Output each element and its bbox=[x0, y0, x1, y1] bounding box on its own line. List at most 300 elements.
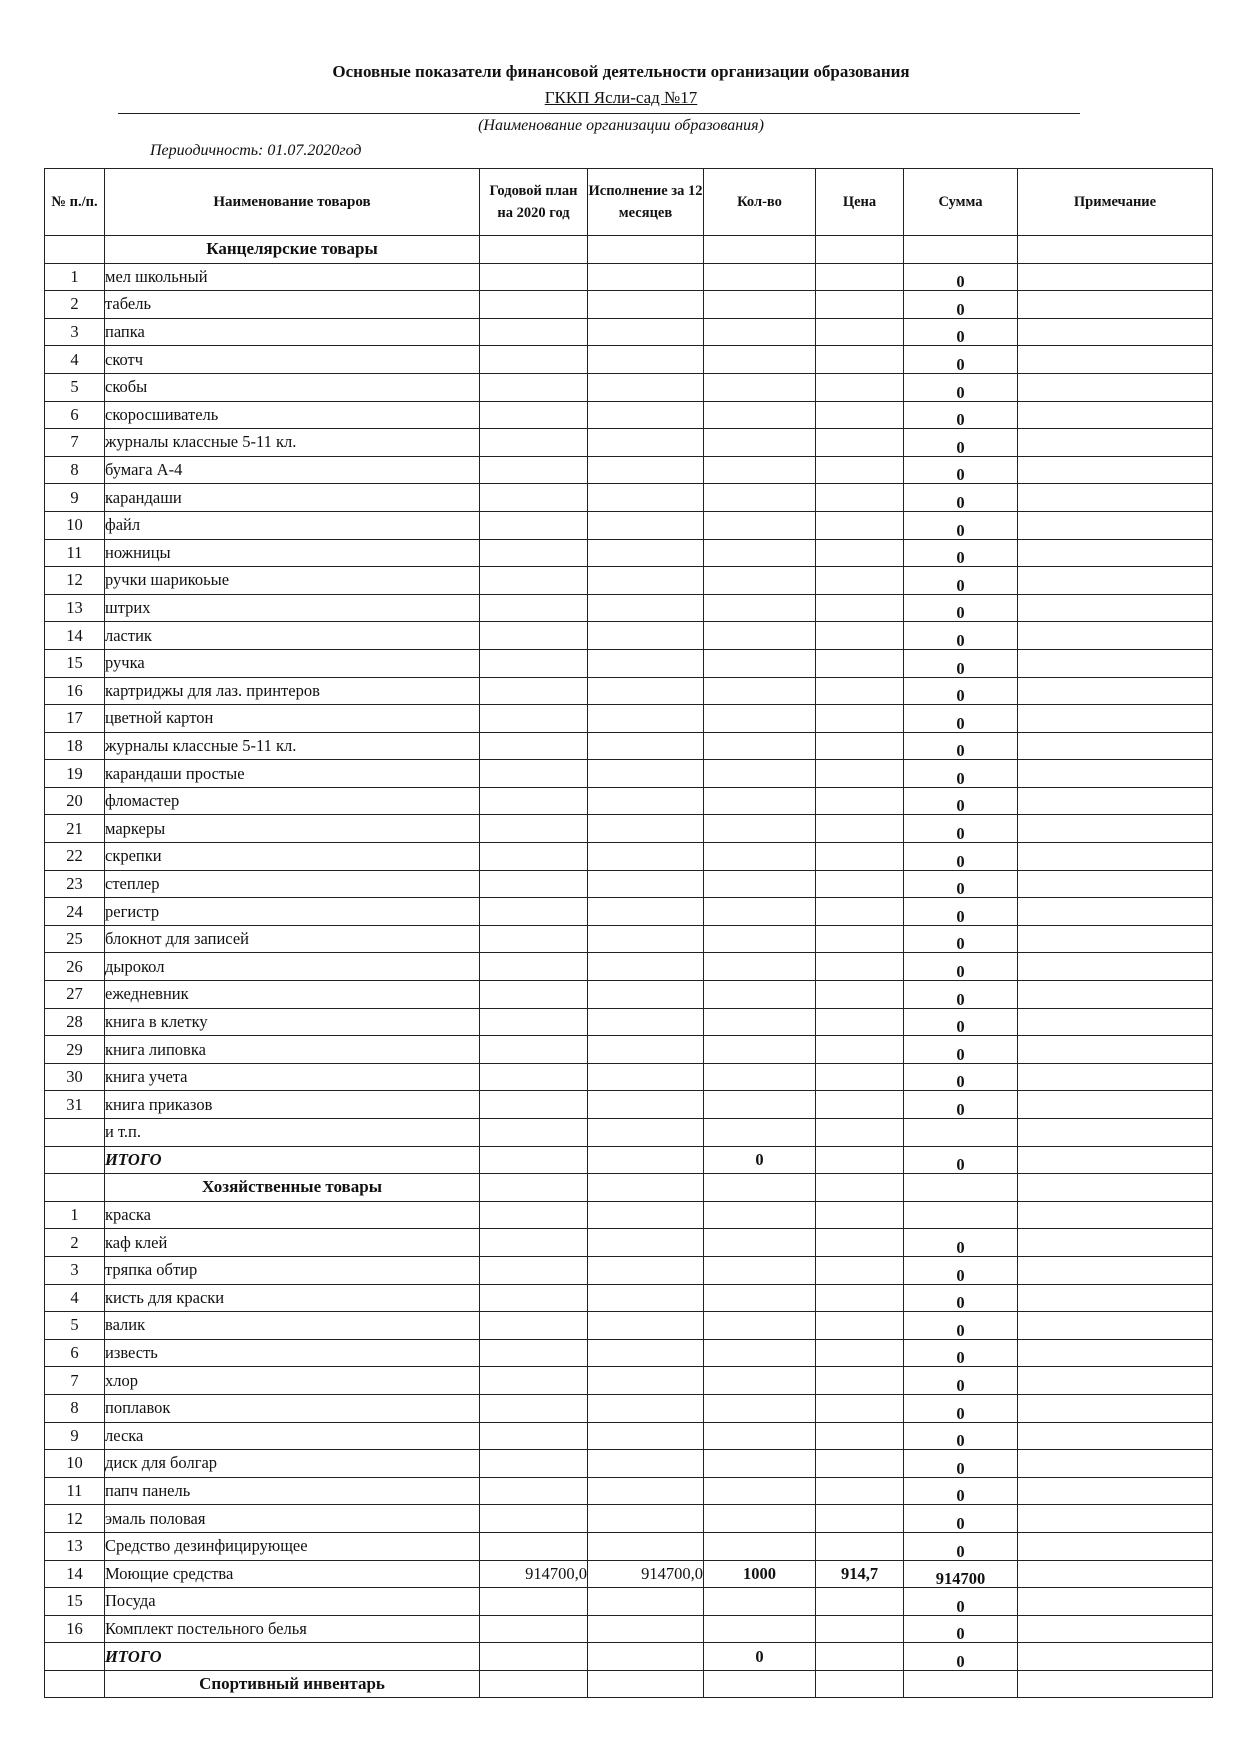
sum-text: 0 bbox=[956, 989, 965, 1009]
sum-value bbox=[904, 1008, 1018, 1036]
row-number: 30 bbox=[45, 1063, 105, 1091]
price-value bbox=[816, 1063, 904, 1091]
sum-text: 0 bbox=[956, 879, 965, 898]
note-cell bbox=[1018, 1643, 1213, 1671]
table-row bbox=[45, 1615, 1213, 1643]
sum-text: 0 bbox=[956, 630, 965, 650]
note-cell bbox=[1018, 1036, 1213, 1064]
sum-value bbox=[904, 732, 1018, 760]
item-name: ручки шарикоьые bbox=[105, 567, 480, 595]
empty-cell bbox=[480, 1643, 588, 1671]
table-row bbox=[45, 1505, 1213, 1533]
item-name: скобы bbox=[105, 373, 480, 401]
plan-value bbox=[480, 567, 588, 595]
note-cell bbox=[1018, 1367, 1213, 1395]
note-cell bbox=[1018, 1119, 1213, 1147]
organization-name: ГККП Ясли-сад №17 bbox=[544, 88, 698, 107]
table-row bbox=[45, 1532, 1213, 1560]
execution-value bbox=[588, 981, 704, 1009]
empty-cell bbox=[704, 1670, 816, 1698]
sum-text: 0 bbox=[956, 492, 965, 512]
price-value bbox=[816, 318, 904, 346]
total-label: ИТОГО bbox=[105, 1146, 480, 1174]
table-row bbox=[45, 1560, 1213, 1588]
execution-value bbox=[588, 456, 704, 484]
qty-value bbox=[704, 511, 816, 539]
execution-value bbox=[588, 291, 704, 319]
sum-value bbox=[904, 1505, 1018, 1533]
qty-value bbox=[704, 1091, 816, 1119]
table-row bbox=[45, 898, 1213, 926]
price-value bbox=[816, 263, 904, 291]
row-number: 11 bbox=[45, 1477, 105, 1505]
execution-value bbox=[588, 1588, 704, 1616]
price-value bbox=[816, 815, 904, 843]
sum-value bbox=[904, 898, 1018, 926]
price-value bbox=[816, 511, 904, 539]
qty-value bbox=[704, 732, 816, 760]
plan-value bbox=[480, 677, 588, 705]
sum-value bbox=[904, 1532, 1018, 1560]
note-cell bbox=[1018, 318, 1213, 346]
plan-value bbox=[480, 318, 588, 346]
qty-value bbox=[704, 401, 816, 429]
sum-value bbox=[904, 953, 1018, 981]
price-value bbox=[816, 539, 904, 567]
sum-value bbox=[904, 622, 1018, 650]
sum-value bbox=[904, 484, 1018, 512]
execution-value bbox=[588, 649, 704, 677]
price-value bbox=[816, 677, 904, 705]
plan-value bbox=[480, 263, 588, 291]
price-value bbox=[816, 1008, 904, 1036]
execution-value bbox=[588, 429, 704, 457]
table-row bbox=[45, 870, 1213, 898]
total-sum bbox=[904, 1643, 1018, 1671]
execution-value bbox=[588, 1505, 704, 1533]
row-number: 18 bbox=[45, 732, 105, 760]
execution-value bbox=[588, 594, 704, 622]
price-value bbox=[816, 1201, 904, 1229]
price-value bbox=[816, 1036, 904, 1064]
sum-text: 0 bbox=[956, 1486, 965, 1505]
execution-value bbox=[588, 511, 704, 539]
empty-cell bbox=[704, 236, 816, 264]
plan-value bbox=[480, 981, 588, 1009]
note-cell bbox=[1018, 677, 1213, 705]
row-number: 7 bbox=[45, 1367, 105, 1395]
plan-value bbox=[480, 1505, 588, 1533]
qty-value bbox=[704, 1312, 816, 1340]
total-sum-text: 0 bbox=[956, 1651, 965, 1671]
plan-value bbox=[480, 705, 588, 733]
sum-text: 0 bbox=[956, 354, 965, 374]
sum-text: 0 bbox=[956, 851, 965, 871]
sum-text: 0 bbox=[956, 658, 965, 677]
sum-text: 0 bbox=[956, 1458, 965, 1478]
column-header-name: Наименование товаров bbox=[105, 169, 480, 236]
row-number: 28 bbox=[45, 1008, 105, 1036]
execution-value bbox=[588, 1339, 704, 1367]
table-row bbox=[45, 567, 1213, 595]
sum-value bbox=[904, 1036, 1018, 1064]
qty-value bbox=[704, 1367, 816, 1395]
plan-value bbox=[480, 898, 588, 926]
section-empty-cell bbox=[45, 1174, 105, 1202]
total-empty-cell bbox=[45, 1146, 105, 1174]
price-value bbox=[816, 1615, 904, 1643]
period-label: Периодичность: 01.07.2020год bbox=[150, 142, 362, 159]
plan-value bbox=[480, 291, 588, 319]
note-cell bbox=[1018, 263, 1213, 291]
price-value bbox=[816, 456, 904, 484]
row-number: 7 bbox=[45, 429, 105, 457]
execution-value bbox=[588, 787, 704, 815]
sum-text: 0 bbox=[956, 1017, 965, 1036]
total-row bbox=[45, 1146, 1213, 1174]
price-value bbox=[816, 622, 904, 650]
price-value bbox=[816, 760, 904, 788]
row-number: 4 bbox=[45, 1284, 105, 1312]
qty-value bbox=[704, 1532, 816, 1560]
price-value bbox=[816, 1450, 904, 1478]
table-row bbox=[45, 843, 1213, 871]
plan-value bbox=[480, 1422, 588, 1450]
note-cell bbox=[1018, 1394, 1213, 1422]
execution-value bbox=[588, 622, 704, 650]
qty-value bbox=[704, 1229, 816, 1257]
empty-cell bbox=[480, 1174, 588, 1202]
price-value bbox=[816, 1091, 904, 1119]
execution-value bbox=[588, 1367, 704, 1395]
execution-value bbox=[588, 1477, 704, 1505]
execution-value bbox=[588, 567, 704, 595]
note-cell bbox=[1018, 843, 1213, 871]
row-number: 15 bbox=[45, 649, 105, 677]
qty-value bbox=[704, 677, 816, 705]
plan-value bbox=[480, 1367, 588, 1395]
table-row bbox=[45, 401, 1213, 429]
note-cell bbox=[1018, 815, 1213, 843]
sum-value bbox=[904, 263, 1018, 291]
sum-text: 0 bbox=[956, 382, 965, 402]
sum-text: 0 bbox=[956, 1513, 965, 1533]
empty-cell bbox=[588, 1670, 704, 1698]
note-cell bbox=[1018, 787, 1213, 815]
sum-text: 0 bbox=[956, 548, 965, 567]
sum-value bbox=[904, 1339, 1018, 1367]
qty-value bbox=[704, 373, 816, 401]
note-cell bbox=[1018, 1284, 1213, 1312]
price-value bbox=[816, 1422, 904, 1450]
table-row bbox=[45, 318, 1213, 346]
row-number: 1 bbox=[45, 1201, 105, 1229]
price-value bbox=[816, 870, 904, 898]
execution-value bbox=[588, 925, 704, 953]
empty-cell bbox=[1018, 236, 1213, 264]
table-row bbox=[45, 1394, 1213, 1422]
sum-value bbox=[904, 1119, 1018, 1147]
item-name: папка bbox=[105, 318, 480, 346]
price-value bbox=[816, 291, 904, 319]
plan-value bbox=[480, 649, 588, 677]
sum-value bbox=[904, 843, 1018, 871]
note-cell bbox=[1018, 1063, 1213, 1091]
item-name: Комплект постельного белья bbox=[105, 1615, 480, 1643]
item-name: скоросшиватель bbox=[105, 401, 480, 429]
item-name: валик bbox=[105, 1312, 480, 1340]
price-value bbox=[816, 484, 904, 512]
price-value bbox=[816, 373, 904, 401]
organization-underline bbox=[118, 113, 1080, 114]
note-cell bbox=[1018, 1312, 1213, 1340]
qty-value bbox=[704, 567, 816, 595]
item-name: ластик bbox=[105, 622, 480, 650]
plan-value bbox=[480, 870, 588, 898]
empty-cell bbox=[816, 1643, 904, 1671]
organization-caption: (Наименование организации образования) bbox=[478, 117, 764, 134]
note-cell bbox=[1018, 1229, 1213, 1257]
note-cell bbox=[1018, 1422, 1213, 1450]
item-name: картриджы для лаз. принтеров bbox=[105, 677, 480, 705]
item-name: ручка bbox=[105, 649, 480, 677]
price-value bbox=[816, 1367, 904, 1395]
note-cell bbox=[1018, 594, 1213, 622]
plan-value bbox=[480, 787, 588, 815]
item-name: блокнот для записей bbox=[105, 925, 480, 953]
sum-value bbox=[904, 291, 1018, 319]
qty-value bbox=[704, 1477, 816, 1505]
qty-value bbox=[704, 870, 816, 898]
qty-value bbox=[704, 925, 816, 953]
row-number: 9 bbox=[45, 484, 105, 512]
qty-value bbox=[704, 346, 816, 374]
execution-value bbox=[588, 815, 704, 843]
item-name: кисть для краски bbox=[105, 1284, 480, 1312]
plan-value bbox=[480, 539, 588, 567]
qty-value bbox=[704, 1505, 816, 1533]
price-value bbox=[816, 1339, 904, 1367]
section-title: Спортивный инвентарь bbox=[105, 1670, 480, 1698]
item-name: журналы классные 5-11 кл. bbox=[105, 732, 480, 760]
plan-value: 914700,0 bbox=[480, 1560, 588, 1588]
note-cell bbox=[1018, 898, 1213, 926]
qty-value bbox=[704, 1119, 816, 1147]
note-cell bbox=[1018, 456, 1213, 484]
price-value bbox=[816, 1394, 904, 1422]
qty-value bbox=[704, 1588, 816, 1616]
table-row bbox=[45, 1256, 1213, 1284]
item-name: поплавок bbox=[105, 1394, 480, 1422]
sum-text: 0 bbox=[956, 768, 965, 788]
sum-text: 914700 bbox=[935, 1569, 986, 1588]
empty-cell bbox=[704, 1174, 816, 1202]
empty-cell bbox=[1018, 1670, 1213, 1698]
plan-value bbox=[480, 1063, 588, 1091]
sum-value bbox=[904, 815, 1018, 843]
table-row bbox=[45, 622, 1213, 650]
qty-value bbox=[704, 318, 816, 346]
sum-text: 0 bbox=[956, 1596, 965, 1616]
row-number: 3 bbox=[45, 318, 105, 346]
sum-value bbox=[904, 429, 1018, 457]
plan-value bbox=[480, 843, 588, 871]
row-number: 14 bbox=[45, 1560, 105, 1588]
row-number: 6 bbox=[45, 1339, 105, 1367]
execution-value bbox=[588, 1091, 704, 1119]
sum-text: 0 bbox=[956, 520, 965, 540]
section-empty-cell bbox=[45, 1670, 105, 1698]
table-row bbox=[45, 981, 1213, 1009]
sum-value bbox=[904, 346, 1018, 374]
sum-text: 0 bbox=[956, 1403, 965, 1423]
sum-value bbox=[904, 1367, 1018, 1395]
sum-value bbox=[904, 511, 1018, 539]
item-name: табель bbox=[105, 291, 480, 319]
note-cell bbox=[1018, 1201, 1213, 1229]
qty-value bbox=[704, 1450, 816, 1478]
item-name: степлер bbox=[105, 870, 480, 898]
sum-text: 0 bbox=[956, 603, 965, 622]
sum-text: 0 bbox=[956, 272, 965, 291]
table-row bbox=[45, 429, 1213, 457]
section-header-row bbox=[45, 236, 1213, 264]
price-value bbox=[816, 1532, 904, 1560]
qty-value bbox=[704, 1063, 816, 1091]
sum-text: 0 bbox=[956, 1100, 965, 1119]
note-cell bbox=[1018, 1560, 1213, 1588]
plan-value bbox=[480, 511, 588, 539]
note-cell bbox=[1018, 1505, 1213, 1533]
price-value bbox=[816, 1229, 904, 1257]
table-row bbox=[45, 263, 1213, 291]
sum-value bbox=[904, 456, 1018, 484]
sum-text: 0 bbox=[956, 934, 965, 953]
sum-text: 0 bbox=[956, 575, 965, 595]
row-number: 13 bbox=[45, 1532, 105, 1560]
sum-text: 0 bbox=[956, 713, 965, 733]
empty-cell bbox=[1018, 1174, 1213, 1202]
row-number: 9 bbox=[45, 1422, 105, 1450]
sum-text: 0 bbox=[956, 437, 965, 457]
table-row bbox=[45, 815, 1213, 843]
plan-value bbox=[480, 1477, 588, 1505]
financial-table bbox=[44, 168, 1213, 1698]
row-number: 26 bbox=[45, 953, 105, 981]
item-name: мел школьный bbox=[105, 263, 480, 291]
note-cell bbox=[1018, 732, 1213, 760]
price-value bbox=[816, 1505, 904, 1533]
item-name: книга липовка bbox=[105, 1036, 480, 1064]
qty-value bbox=[704, 705, 816, 733]
price-value bbox=[816, 1256, 904, 1284]
plan-value bbox=[480, 1450, 588, 1478]
column-header-num: № п./п. bbox=[45, 169, 105, 236]
execution-value bbox=[588, 705, 704, 733]
row-number: 19 bbox=[45, 760, 105, 788]
table-row bbox=[45, 1008, 1213, 1036]
plan-value bbox=[480, 429, 588, 457]
column-header-plan: Годовой план на 2020 год bbox=[480, 169, 588, 236]
item-name: журналы классные 5-11 кл. bbox=[105, 429, 480, 457]
row-number: 5 bbox=[45, 1312, 105, 1340]
qty-value bbox=[704, 1394, 816, 1422]
sum-value bbox=[904, 1284, 1018, 1312]
sum-value bbox=[904, 373, 1018, 401]
price-value bbox=[816, 1119, 904, 1147]
sum-text: 0 bbox=[956, 1541, 965, 1560]
price-value bbox=[816, 346, 904, 374]
sum-value bbox=[904, 1312, 1018, 1340]
item-name: хлор bbox=[105, 1367, 480, 1395]
qty-value bbox=[704, 622, 816, 650]
row-number: 10 bbox=[45, 511, 105, 539]
note-cell bbox=[1018, 953, 1213, 981]
note-cell bbox=[1018, 346, 1213, 374]
qty-value bbox=[704, 1256, 816, 1284]
item-name: регистр bbox=[105, 898, 480, 926]
table-row bbox=[45, 511, 1213, 539]
execution-value bbox=[588, 318, 704, 346]
item-name: Моющие средства bbox=[105, 1560, 480, 1588]
note-cell bbox=[1018, 705, 1213, 733]
row-number: 20 bbox=[45, 787, 105, 815]
note-cell bbox=[1018, 511, 1213, 539]
row-number: 29 bbox=[45, 1036, 105, 1064]
empty-cell bbox=[588, 1643, 704, 1671]
qty-value bbox=[704, 1615, 816, 1643]
qty-value bbox=[704, 594, 816, 622]
empty-cell bbox=[904, 1174, 1018, 1202]
table-row bbox=[45, 1588, 1213, 1616]
item-name: Посуда bbox=[105, 1588, 480, 1616]
item-name: книга в клетку bbox=[105, 1008, 480, 1036]
item-name: книга приказов bbox=[105, 1091, 480, 1119]
price-value bbox=[816, 898, 904, 926]
qty-value bbox=[704, 263, 816, 291]
total-qty: 0 bbox=[704, 1643, 816, 1671]
plan-value bbox=[480, 1394, 588, 1422]
sum-value bbox=[904, 1450, 1018, 1478]
table-row bbox=[45, 649, 1213, 677]
execution-value bbox=[588, 373, 704, 401]
price-value bbox=[816, 953, 904, 981]
empty-cell bbox=[816, 236, 904, 264]
execution-value bbox=[588, 953, 704, 981]
item-name: файл bbox=[105, 511, 480, 539]
sum-text: 0 bbox=[956, 1265, 965, 1285]
empty-cell bbox=[816, 1670, 904, 1698]
sum-text: 0 bbox=[956, 1320, 965, 1340]
qty-value bbox=[704, 1036, 816, 1064]
row-number: 21 bbox=[45, 815, 105, 843]
execution-value bbox=[588, 732, 704, 760]
sum-value bbox=[904, 677, 1018, 705]
row-number: 10 bbox=[45, 1450, 105, 1478]
sum-text: 0 bbox=[956, 1237, 965, 1257]
sum-text: 0 bbox=[956, 1293, 965, 1312]
row-number: 3 bbox=[45, 1256, 105, 1284]
note-cell bbox=[1018, 1450, 1213, 1478]
execution-value bbox=[588, 1256, 704, 1284]
sum-text: 0 bbox=[956, 962, 965, 981]
column-header-execution: Исполнение за 12 месяцев bbox=[588, 169, 704, 236]
empty-cell bbox=[904, 236, 1018, 264]
sum-text: 0 bbox=[956, 465, 965, 484]
table-header-row bbox=[45, 169, 1213, 236]
plan-value bbox=[480, 1256, 588, 1284]
row-number: 16 bbox=[45, 677, 105, 705]
